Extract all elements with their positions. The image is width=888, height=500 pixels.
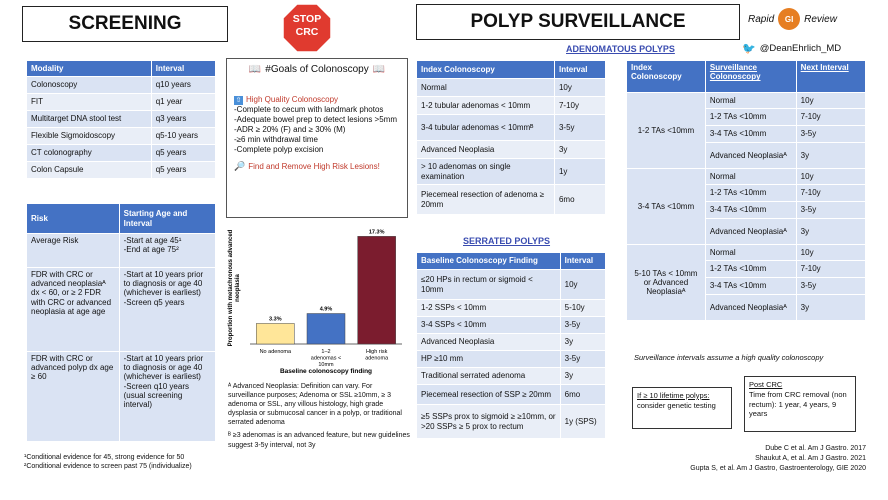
risk-interval-line: -Start at age 45¹: [123, 236, 182, 245]
adenomatous-header: Interval: [554, 61, 605, 79]
adenomatous-cell: 1y: [554, 159, 605, 185]
chart-value-label: 17.3%: [368, 229, 385, 236]
goals-title: 📖 #Goals of Colonoscopy 📖: [248, 64, 386, 75]
surveillance-cell: 1-2 TAs <10mm: [705, 185, 796, 202]
modality-cell: FIT: [27, 94, 152, 111]
chart-bar: [256, 323, 294, 344]
adenomatous-table: [416, 60, 606, 215]
screening-title: SCREENING: [22, 6, 228, 42]
surveillance-cell: 3y: [796, 219, 865, 245]
lifetime-box: [632, 387, 732, 429]
surveillance-cell: 7-10y: [796, 185, 865, 202]
brand: [748, 8, 868, 30]
serrated-row: [417, 385, 606, 405]
modality-cell: q5-10 years: [151, 128, 215, 145]
adenomatous-cell: Normal: [417, 79, 555, 97]
serrated-cell: Advanced Neoplasia: [417, 334, 561, 351]
risk-interval-line: -Screen q10 years (usual screening interval): [123, 381, 189, 409]
surveillance-row: [627, 245, 866, 261]
adenomatous-header: Index Colonoscopy: [417, 61, 555, 79]
surveillance-cell: 7-10y: [796, 109, 865, 126]
postcrc-title: Post CRC: [749, 380, 783, 389]
risk-cell: FDR with CRC or advanced neoplasiaᴬ dx < 60, or ≥ 2 FDR with CRC or advanced neoplasia at age age: [27, 268, 120, 352]
surveillance-cell: Advanced Neoplasiaᴬ: [705, 143, 796, 169]
serrated-cell: 5-10y: [560, 300, 605, 317]
serrated-row: [417, 334, 606, 351]
modality-cell: CT colonography: [27, 145, 152, 162]
surveillance-index-cell: 3-4 TAs <10mm: [627, 169, 706, 245]
surveillance-cell: 3-4 TAs <10mm: [705, 278, 796, 295]
hq-item: -Complete polyp excision: [234, 145, 324, 154]
adenomatous-cell: 6mo: [554, 185, 605, 215]
risk-cell: Average Risk: [27, 234, 120, 268]
risk-interval-cell: [119, 352, 215, 442]
serrated-row: [417, 351, 606, 368]
footnote-2: ²Conditional evidence to screen past 75 (individualize): [24, 463, 192, 471]
surveillance-cell: 7-10y: [796, 261, 865, 278]
adv-neoplasia-note: ᴬ Advanced Neoplasia: Definition can vary. For surveillance purposes; Adenoma or SSL ≥10mm, ≥ 3 adenoma or SSL, any villous histology, high grade dysplasia or submucosal cancer in a polyp, or traditional serrated adenoma: [228, 383, 402, 427]
bar-chart: [220, 222, 410, 377]
modality-cell: Colon Capsule: [27, 162, 152, 179]
chart-category-label: 1–2 adenomas < 10mm: [310, 349, 342, 368]
find-title: Find and Remove High Risk Lesions!: [248, 161, 380, 171]
risk-cell: FDR with CRC or advanced polyp dx age ≥ 60: [27, 352, 120, 442]
risk-row: [27, 352, 216, 442]
twitter-handle[interactable]: 🐦 @DeanEhrlich_MD: [742, 43, 842, 55]
surveillance-cell: Normal: [705, 93, 796, 109]
gi-logo-icon: GI: [778, 8, 800, 30]
adenomatous-cell: > 10 adenomas on single examination: [417, 159, 555, 185]
surveillance-index-cell: 5-10 TAs < 10mm or Advanced Neoplasiaᴬ: [627, 245, 706, 321]
serrated-cell: Traditional serrated adenoma: [417, 368, 561, 385]
surveillance-cell: 1-2 TAs <10mm: [705, 109, 796, 126]
risk-row: [27, 234, 216, 268]
polyp-title: POLYP SURVEILLANCE: [416, 4, 740, 40]
footnote-1: ¹Conditional evidence for 45, strong evidence for 50: [24, 454, 185, 461]
surveillance-cell: 3-5y: [796, 126, 865, 143]
ref-3: Gupta S, et al. Am J Gastro, Gastroenterology, GIE 2020: [690, 464, 866, 472]
lifetime-title: If ≥ 10 lifetime polyps:: [637, 391, 710, 400]
risk-interval-line: -Screen q5 years: [123, 297, 185, 307]
modality-row: [27, 145, 216, 162]
modality-cell: Colonoscopy: [27, 77, 152, 94]
surveillance-header: Index Colonoscopy: [627, 61, 706, 93]
chart-svg: [220, 222, 410, 377]
chart-category-label: High risk adenoma: [365, 349, 389, 362]
notes-mid: [228, 382, 410, 450]
surveillance-cell: 10y: [796, 245, 865, 261]
modality-row: [27, 162, 216, 179]
risk-interval-line: -End at age 75²: [123, 245, 179, 255]
surveillance-cell: 10y: [796, 93, 865, 109]
modality-header: Modality: [27, 61, 152, 77]
risk-interval-cell: [119, 268, 215, 352]
chart-y-label: Proportion with metachronous advancedneoplasia: [228, 229, 241, 347]
hq-item: -≥6 min withdrawal time: [234, 135, 318, 144]
surveillance-cell: Advanced Neoplasiaᴬ: [705, 295, 796, 321]
surveillance-index-cell: 1-2 TAs <10mm: [627, 93, 706, 169]
postcrc-box: [744, 376, 856, 432]
serrated-cell: 3-4 SSPs < 10mm: [417, 317, 561, 334]
surveillance-cell: Advanced Neoplasiaᴬ: [705, 219, 796, 245]
risk-header-row: [27, 204, 216, 234]
adenomatous-title: ADENOMATOUS POLYPS: [566, 44, 675, 54]
surveillance-header: Surveillance Colonoscopy: [705, 61, 796, 93]
surveillance-row: [627, 169, 866, 185]
hq-item: -ADR ≥ 20% (F) and ≥ 30% (M): [234, 125, 346, 134]
adenomatous-cell: 1-2 tubular adenomas < 10mm: [417, 97, 555, 115]
surveillance-cell: 3-4 TAs <10mm: [705, 126, 796, 143]
serrated-title: SERRATED POLYPS: [463, 236, 551, 246]
arrow-up-icon: ⇧: [235, 96, 242, 104]
adenomatous-cell: 3y: [554, 141, 605, 159]
serrated-cell: 10y: [560, 270, 605, 300]
brand-right: Review: [804, 13, 837, 25]
adenomatous-cell: Advanced Neoplasia: [417, 141, 555, 159]
surveillance-cell: 10y: [796, 169, 865, 185]
lifetime-body: consider genetic testing: [637, 400, 716, 410]
surveillance-header-row: [627, 61, 866, 93]
serrated-header: Interval: [560, 253, 605, 270]
postcrc-body: Time from CRC removal (non rectum): 1 year, 4 years, 9 years: [749, 389, 847, 419]
surveillance-cell: 3-5y: [796, 202, 865, 219]
hq-section: [234, 95, 410, 172]
risk-header: Risk: [27, 204, 120, 234]
serrated-cell: 1-2 SSPs < 10mm: [417, 300, 561, 317]
serrated-cell: 3-5y: [560, 317, 605, 334]
serrated-cell: 1y (SPS): [560, 405, 605, 439]
serrated-cell: Piecemeal resection of SSP ≥ 20mm: [417, 385, 561, 405]
surveillance-row: [627, 93, 866, 109]
adenomatous-cell: 3-4 tubular adenomas < 10mmᴮ: [417, 115, 555, 141]
surveillance-cell: Normal: [705, 169, 796, 185]
surveillance-cell: 1-2 TAs <10mm: [705, 261, 796, 278]
modality-row: [27, 128, 216, 145]
serrated-cell: 3-5y: [560, 351, 605, 368]
book-icon: 📖: [248, 64, 262, 75]
modality-row: [27, 77, 216, 94]
modality-cell: q10 years: [151, 77, 215, 94]
serrated-row: [417, 405, 606, 439]
surveillance-cell: 3-4 TAs <10mm: [705, 202, 796, 219]
chart-bar: [358, 236, 396, 344]
stop-sign: [282, 3, 332, 53]
modality-cell: q3 years: [151, 111, 215, 128]
references: [640, 444, 866, 473]
modality-header: Interval: [151, 61, 215, 77]
surveillance-header: Next Interval: [796, 61, 865, 93]
adenomatous-cell: 3-5y: [554, 115, 605, 141]
twitter-bird-icon: 🐦: [742, 43, 756, 55]
chart-value-label: 4.9%: [319, 306, 333, 313]
serrated-row: [417, 368, 606, 385]
b-note: ᴮ ≥3 adenomas is an advanced feature, but new guidelines suggest 3-5y interval, not 3y: [228, 432, 410, 449]
surveillance-table: [626, 60, 866, 321]
left-footnotes: [24, 453, 234, 472]
chart-x-label: Baseline colonoscopy finding: [279, 368, 373, 375]
adenomatous-row: [417, 79, 606, 97]
adenomatous-cell: 10y: [554, 79, 605, 97]
adenomatous-row: [417, 97, 606, 115]
serrated-cell: 6mo: [560, 385, 605, 405]
adenomatous-row: [417, 141, 606, 159]
modality-row: [27, 94, 216, 111]
serrated-cell: ≥5 SSPs prox to sigmoid ≥ ≥10mm, or >20 SSPs ≥ 5 prox to rectum: [417, 405, 561, 439]
adenomatous-row: [417, 115, 606, 141]
risk-interval-line: -Start at 10 years prior to diagnosis or age 40 (whichever is earliest): [123, 270, 204, 298]
serrated-row: [417, 317, 606, 334]
serrated-cell: 3y: [560, 334, 605, 351]
modality-cell: q5 years: [151, 162, 215, 179]
surveillance-cell: Normal: [705, 245, 796, 261]
surveillance-cell: 3y: [796, 143, 865, 169]
chart-value-label: 3.3%: [269, 316, 282, 323]
modality-cell: q1 year: [151, 94, 215, 111]
modality-header-row: [27, 61, 216, 77]
modality-cell: Flexible Sigmoidoscopy: [27, 128, 152, 145]
chart-bar: [307, 314, 345, 344]
modality-cell: q5 years: [151, 145, 215, 162]
surveillance-cell: 3-5y: [796, 278, 865, 295]
chart-category-label: No adenoma: [259, 349, 292, 355]
risk-table: [26, 203, 216, 442]
serrated-table: [416, 252, 606, 439]
surveillance-cell: 3y: [796, 295, 865, 321]
adenomatous-cell: 7-10y: [554, 97, 605, 115]
stop-line1: STOP: [292, 13, 322, 25]
modality-cell: Multitarget DNA stool test: [27, 111, 152, 128]
adenomatous-row: [417, 159, 606, 185]
book-icon: 📖: [372, 64, 386, 75]
hq-item: -Adequate bowel prep to detect lesions >5mm: [234, 115, 397, 124]
ref-1: Dube C et al. Am J Gastro. 2017: [765, 445, 866, 452]
hq-items: [234, 105, 410, 155]
risk-interval-cell: [119, 234, 215, 268]
brand-left: Rapid: [748, 13, 775, 25]
serrated-header: Baseline Colonoscopy Finding: [417, 253, 561, 270]
risk-row: [27, 268, 216, 352]
modality-table: [26, 60, 216, 179]
surveillance-note: Surveillance intervals assume a high quality colonoscopy: [634, 353, 824, 362]
hq-item: -Complete to cecum with landmark photos: [234, 105, 384, 114]
ref-2: Shaukut A, et al. Am J Gastro. 2021: [755, 454, 866, 462]
risk-interval-line: -Start at 10 years prior to diagnosis or age 40 (whichever is earliest): [123, 354, 204, 382]
serrated-cell: HP ≥10 mm: [417, 351, 561, 368]
hq-title: High Quality Colonoscopy: [246, 95, 339, 104]
serrated-row: [417, 270, 606, 300]
serrated-cell: 3y: [560, 368, 605, 385]
serrated-row: [417, 300, 606, 317]
serrated-cell: ≤20 HPs in rectum or sigmoid < 10mm: [417, 270, 561, 300]
adenomatous-cell: Piecemeal resection of adenoma ≥ 20mm: [417, 185, 555, 215]
magnifier-icon: 🔎: [234, 161, 246, 171]
risk-header: Starting Age and Interval: [119, 204, 215, 234]
adenomatous-row: [417, 185, 606, 215]
modality-row: [27, 111, 216, 128]
stop-line2: CRC: [295, 26, 319, 39]
adenomatous-header-row: [417, 61, 606, 79]
serrated-header-row: [417, 253, 606, 270]
